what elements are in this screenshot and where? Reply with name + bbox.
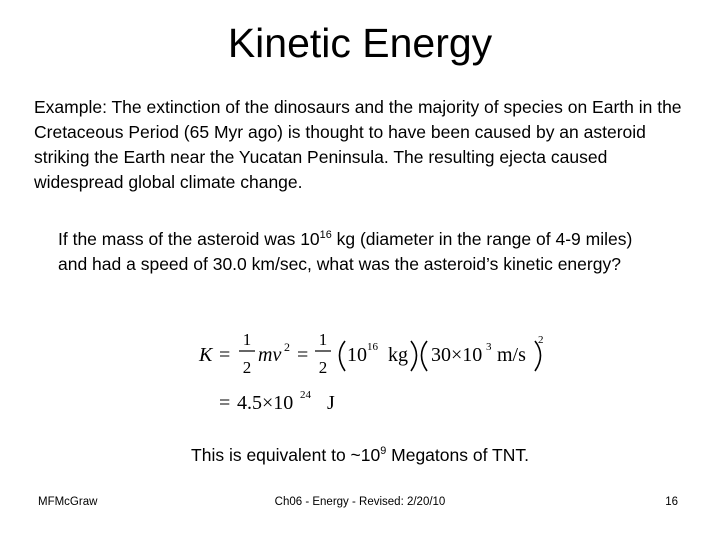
eq-half-num-1: 1 [242, 330, 252, 349]
eq-speed-unit: m/s [497, 344, 526, 366]
question-text-after: kg (diameter in the range of 4-9 miles) and had a speed of 30.0 km/sec, what was the asteroid’s kinetic energy? [58, 229, 633, 274]
eq-mass-exp: 16 [367, 341, 378, 353]
eq-paren-open-2 [422, 341, 428, 371]
example-paragraph: Example: The extinction of the dinosaurs and the majority of species on Earth in the Cretaceous Period (65 Myr ago) is thought to have been caused by an asteroid striking the Earth near the Yucatan Peninsula. The resulting ejecta caused widespread global climate change. [34, 97, 682, 192]
tnt-equivalence-note [0, 443, 720, 467]
eq-equals-2: = [297, 344, 309, 366]
footer-chapter: Ch06 - Energy - Revised: 2/20/10 [274, 496, 446, 508]
eq-mv: mv [258, 344, 282, 366]
eq-speed-val: 30×10 [431, 344, 483, 366]
eq-mass-base: 10 [347, 344, 367, 366]
slide-title: Kinetic Energy [227, 20, 493, 66]
eq-equals-3: = [219, 392, 231, 414]
eq-result-val: 4.5×10 [237, 392, 294, 414]
eq-result-unit: J [327, 392, 335, 414]
eq-mass-unit: kg [388, 344, 408, 366]
eq-outer-exp: 2 [538, 334, 544, 346]
eq-half-num-2: 1 [318, 330, 328, 349]
eq-half-den-2: 2 [318, 358, 328, 377]
eq-half-den-1: 2 [242, 358, 252, 377]
eq-result-exp: 24 [300, 389, 311, 401]
footer-page-number: 16 [665, 496, 678, 508]
eq-speed-exp: 3 [486, 341, 492, 353]
note-text-before: This is equivalent to ~10 [191, 445, 381, 465]
eq-paren-open-1 [340, 341, 346, 371]
eq-equals-1: = [219, 344, 231, 366]
question-text-before: If the mass of the asteroid was 10 [58, 229, 320, 249]
note-exponent: 9 [380, 444, 387, 457]
question-paragraph [58, 227, 658, 277]
kinetic-energy-equation [195, 325, 555, 420]
mass-exponent: 16 [319, 228, 332, 241]
eq-mv-exp: 2 [284, 340, 290, 354]
eq-k: K [199, 344, 213, 366]
footer-author: MFMcGraw [38, 496, 98, 508]
eq-paren-close-1 [411, 341, 417, 371]
note-text-after: Megatons of TNT. [386, 445, 529, 465]
